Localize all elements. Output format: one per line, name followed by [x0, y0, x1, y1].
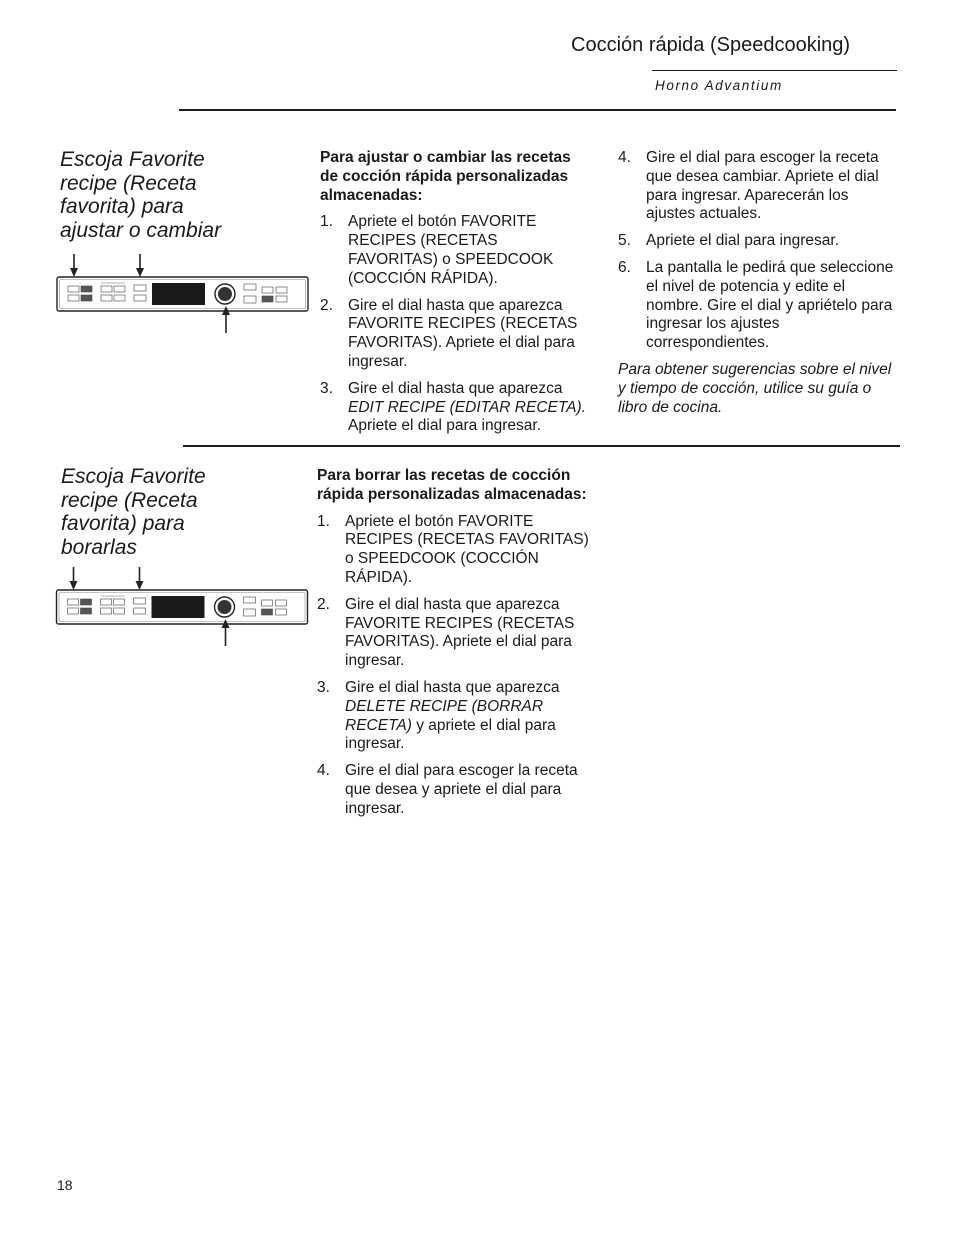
panel-display [152, 283, 205, 305]
section-heading-delete [61, 465, 261, 559]
heading-line: Escoja Favorite [61, 465, 206, 488]
heading-line: favorita) para [61, 512, 185, 535]
section-heading-edit [60, 148, 260, 242]
section-divider-top [179, 109, 896, 111]
heading-line: borarlas [61, 535, 137, 559]
list-item: 4. Gire el dial para escoger la receta que desea y apriete el dial para ingresar. [317, 762, 578, 817]
list-item: 6. La pantalla le pedirá que seleccione el nivel de potencia y edite el nombre. Gire el dial y apriételo para ingresar los ajustes correspondientes. [618, 258, 894, 352]
arrow-down-icon [70, 567, 78, 590]
arrow-down-icon [136, 254, 144, 277]
list-item: 5. Apriete el dial para ingresar. [618, 232, 840, 250]
instructions-lead: Para borrar las recetas de cocción rápida personalizadas almacenadas: [317, 467, 587, 503]
steps-list [618, 149, 900, 353]
heading-line: ajustar o cambiar [60, 218, 222, 242]
heading-line: Escoja Favorite [60, 148, 205, 171]
page-subtitle: Horno Advantium [655, 78, 783, 93]
list-item: 2. Gire el dial hasta que aparezca FAVORITE RECIPES (RECETAS FAVORITAS). Apriete el dial para ingresar. [320, 296, 578, 370]
control-panel-illustration [53, 563, 311, 648]
list-item: 3. Gire el dial hasta que aparezca DELETE RECIPE (BORRAR RECETA) y apriete el dial para ingresar. [317, 678, 560, 753]
heading-line: recipe (Receta [60, 171, 197, 195]
list-item: 4. Gire el dial para escoger la receta que desea cambiar. Apriete el dial para ingresar. Aparecerán los ajustes actuales. [618, 149, 879, 223]
heading-line: favorita) para [60, 195, 184, 218]
list-item: 1. Apriete el botón FAVORITE RECIPES (RECETAS FAVORITAS) o SPEEDCOOK (COCCIÓN RÁPIDA). [317, 512, 589, 586]
title-divider [652, 70, 897, 71]
list-item: 3. Gire el dial hasta que aparezca EDIT RECIPE (EDITAR RECETA). Apriete el dial para ingresar. [320, 379, 586, 435]
instructions-column-delete [317, 467, 597, 827]
arrow-down-icon [70, 254, 78, 277]
list-item: 1. Apriete el botón FAVORITE RECIPES (RECETAS FAVORITAS) o SPEEDCOOK (COCCIÓN RÁPIDA). [320, 213, 554, 287]
page-number: 18 [57, 1177, 73, 1193]
list-item: 2. Gire el dial hasta que aparezca FAVORITE RECIPES (RECETAS FAVORITAS). Apriete el dial para ingresar. [317, 595, 575, 670]
steps-list [320, 213, 590, 436]
steps-list [317, 513, 597, 819]
section-divider-middle [183, 445, 900, 447]
instructions-column-edit-continued [618, 149, 900, 417]
page-title: Cocción rápida (Speedcooking) [571, 34, 851, 56]
arrow-down-icon [136, 567, 144, 590]
control-panel-illustration [55, 250, 310, 335]
instructions-column-edit [320, 149, 590, 444]
cooking-tip-note: Para obtener sugerencias sobre el nivel y tiempo de cocción, utilice su guía o libro de cocina. [618, 360, 892, 416]
instructions-lead: Para ajustar o cambiar las recetas de cocción rápida personalizadas almacenadas: [320, 149, 571, 204]
panel-display [152, 596, 205, 618]
heading-line: recipe (Receta [61, 488, 198, 512]
